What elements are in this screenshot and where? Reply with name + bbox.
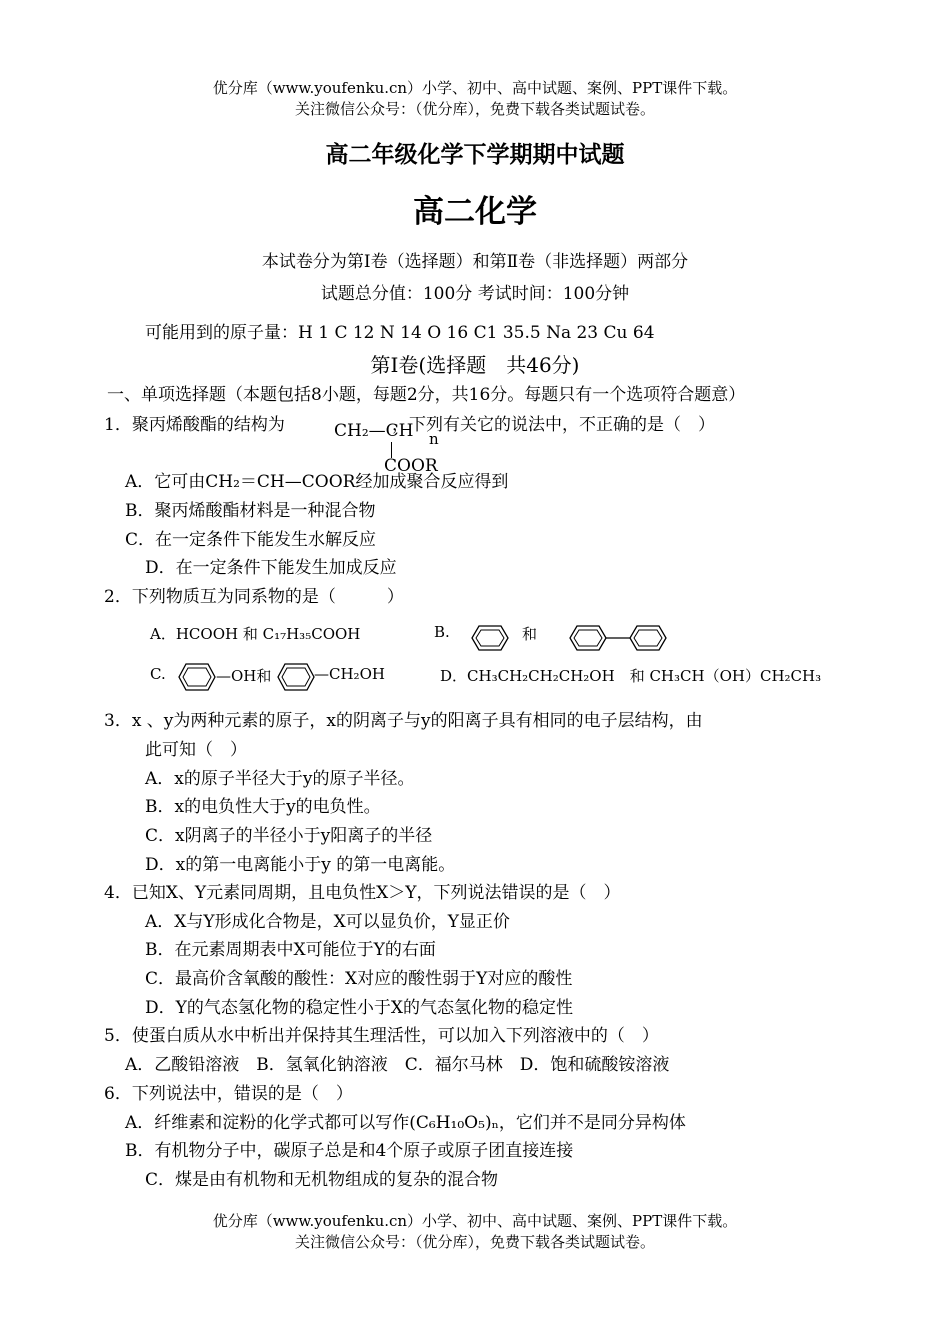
q2-option-b-label: B. [434, 623, 450, 641]
q2-option-b-and: 和 [522, 625, 538, 643]
q3-option-b: B．x的电负性大于y的电负性。 [145, 797, 381, 817]
q5-stem: 5．使蛋白质从水中析出并保持其生理活性，可以加入下列溶液中的（ ） [104, 1026, 659, 1046]
q1-option-d: D．在一定条件下能发生加成反应 [145, 558, 397, 578]
q6-option-a: A．纤维素和淀粉的化学式都可以写作(C₆H₁₀O₅)ₙ，它们并不是同分异构体 [125, 1113, 686, 1133]
q1-option-b: B．聚丙烯酸酯材料是一种混合物 [125, 501, 376, 521]
q1-structure-sub: COOR [384, 456, 438, 476]
q2-option-d: D．CH₃CH₂CH₂CH₂OH 和 CH₃CH（OH）CH₂CH₃ [440, 667, 822, 685]
q1-option-a: A．它可由CH₂＝CH—COOR经加成聚合反应得到 [125, 472, 509, 492]
q2-option-a: A．HCOOH 和 C₁₇H₃₅COOH [150, 625, 361, 643]
footer-line-2: 关注微信公众号：（优分库），免费下载各类试题试卷。 [294, 1233, 655, 1251]
section-1-heading: 一、单项选择题（本题包括8小题，每题2分，共16分。每题只有一个选项符合题意） [107, 385, 746, 405]
q3-stem-1: 3．x 、y为两种元素的原子，x的阴离子与y的阳离子具有相同的电子层结构，由 [104, 711, 703, 731]
footer-line-1: 优分库（www.youfenku.cn）小学、初中、高中试题、案例、PPT课件下载。 [212, 1212, 738, 1230]
biphenyl-icon [568, 624, 670, 652]
q4-option-a: A．X与Y形成化合物是，X可以显负价，Y显正价 [145, 912, 510, 932]
benzene-ring-icon [276, 662, 316, 692]
q6-option-b: B．有机物分子中，碳原子总是和4个原子或原子团直接连接 [125, 1141, 574, 1161]
q3-stem-2: 此可知（ ） [145, 740, 247, 760]
q4-option-d: D．Y的气态氢化物的稳定性小于X的气态氢化物的稳定性 [145, 998, 573, 1018]
q1-option-c: C．在一定条件下能发生水解反应 [125, 530, 377, 550]
q6-option-c: C．煤是由有机物和无机物组成的复杂的混合物 [145, 1170, 499, 1190]
q5-options: A．乙酸铅溶液 B．氢氧化钠溶液 C．福尔马林 D．饱和硫酸铵溶液 [125, 1055, 670, 1075]
q1-structure-n: n [429, 430, 439, 448]
q4-option-b: B．在元素周期表中X可能位于Y的右面 [145, 940, 436, 960]
q2-option-c-label: C. [150, 665, 166, 683]
q2-stem: 2．下列物质互为同系物的是（ ） [104, 587, 404, 607]
q2-option-c-phenol: —OH和 [216, 667, 272, 685]
q3-option-c: C．x阴离子的半径小于y阳离子的半径 [145, 826, 433, 846]
benzene-ring-icon [177, 662, 217, 692]
part1-title: 第Ⅰ卷(选择题 共46分) [370, 353, 580, 377]
atomic-masses: 可能用到的原子量：H 1 C 12 N 14 O 16 C1 35.5 Na 23 Cu 64 [145, 323, 655, 343]
header-line-1: 优分库（www.youfenku.cn）小学、初中、高中试题、案例、PPT课件下载。 [212, 79, 738, 97]
benzene-ring-icon [470, 624, 510, 652]
exam-title: 高二年级化学下学期期中试题 [325, 141, 625, 168]
q3-option-a: A．x的原子半径大于y的原子半径。 [145, 769, 415, 789]
q2-option-c-benzyl: —CH₂OH [314, 665, 385, 683]
q4-stem: 4．已知X、Y元素同周期，且电负性X＞Y，下列说法错误的是（ ） [104, 883, 621, 903]
score-time-note: 试题总分值：100分 考试时间：100分钟 [320, 284, 630, 304]
header-line-2: 关注微信公众号：（优分库），免费下载各类试题试卷。 [294, 100, 655, 118]
q6-stem: 6．下列说法中，错误的是（ ） [104, 1084, 353, 1104]
q1-stem: 1．聚丙烯酸酯的结构为 [104, 415, 285, 435]
q1-structure-main: CH₂—CH [334, 421, 414, 441]
exam-structure-note: 本试卷分为第Ⅰ卷（选择题）和第Ⅱ卷（非选择题）两部分 [261, 252, 689, 272]
q1-stem-tail: ，下列有关它的说法中，不正确的是（ ） [392, 415, 715, 435]
subject-title: 高二化学 [413, 194, 537, 230]
q4-option-c: C．最高价含氧酸的酸性：X对应的酸性弱于Y对应的酸性 [145, 969, 573, 989]
q3-option-d: D．x的第一电离能小于y 的第一电离能。 [145, 855, 456, 875]
